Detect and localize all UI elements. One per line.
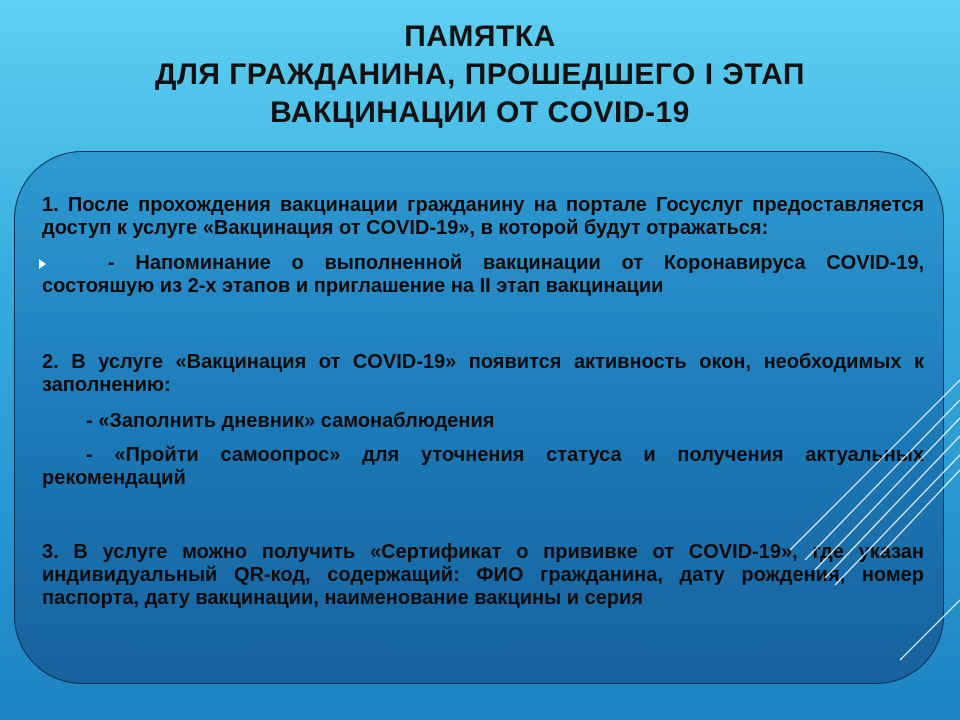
section-2-item-2 xyxy=(42,444,924,490)
triangle-bullet-icon xyxy=(39,259,46,269)
section-1-bullet-text: - Напоминание о выполненной вакцинации от Коронавируса COVID-19, состояшую из 2-х этапов и приглашение на II этап вакцинации xyxy=(42,252,924,297)
title-line-1: ПАМЯТКА xyxy=(404,20,556,53)
section-1-text: 1. После прохождения вакцинации гражданину на портале Госуслуг предоставляется доступ к услуге «Вакцинация от COVID-19», в которой будут отражаться: xyxy=(42,194,924,239)
section-2-text: 2. В услуге «Вакцинация от COVID-19» появится активность окон, необходимых к заполнению: xyxy=(42,351,924,396)
page-title xyxy=(0,18,960,132)
content-body xyxy=(42,194,924,610)
title-line-2: ДЛЯ ГРАЖДАНИНА, ПРОШЕДШЕГО I ЭТАП xyxy=(154,58,805,91)
section-3-text: 3. В услуге можно получить «Сертификат о прививке от COVID-19», где указан индивидуальный QR-код, содержащий: ФИО гражданина, дату рождения, номер паспорта, дату вакцинации, наименование вакцины и серия xyxy=(42,541,924,609)
section-2-item-1: - «Заполнить дневник» самонаблюдения xyxy=(86,410,495,432)
section-2-item-2-text: - «Пройти самоопрос» для уточнения статуса и получения актуальных рекомендаций xyxy=(42,444,924,489)
title-line-3: ВАКЦИНАЦИИ ОТ COVID-19 xyxy=(270,96,690,129)
section-1-bullet xyxy=(42,252,924,298)
